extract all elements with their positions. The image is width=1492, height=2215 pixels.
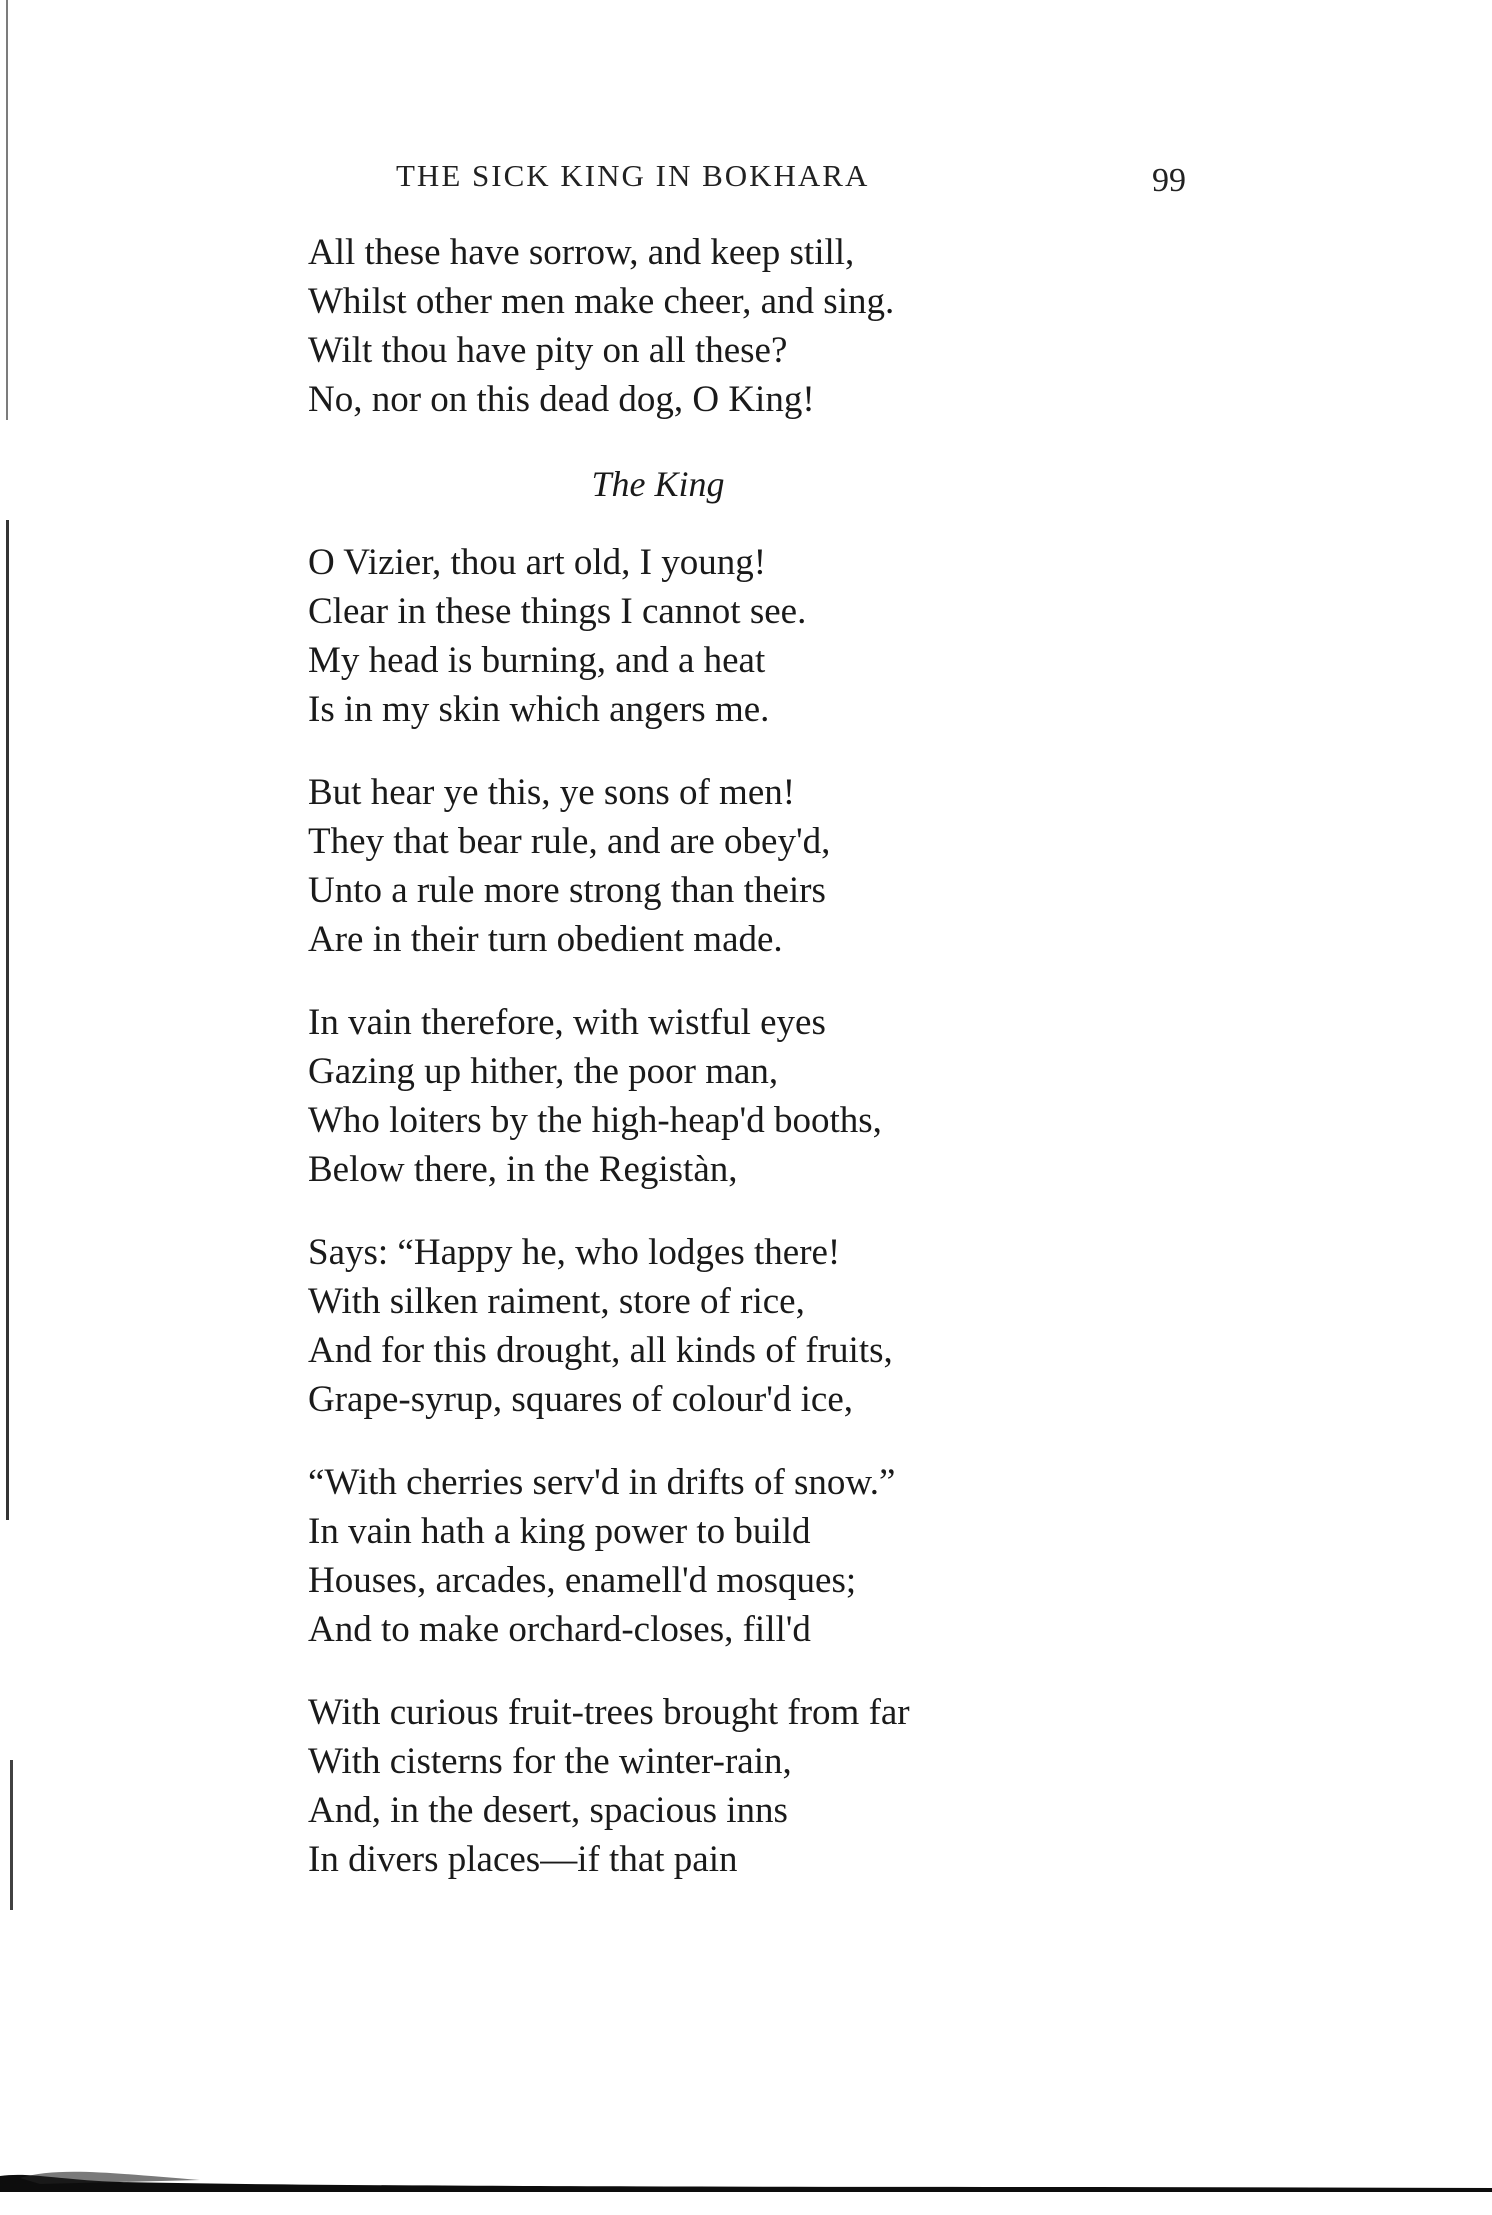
running-title: THE SICK KING IN BOKHARA bbox=[396, 158, 870, 193]
speaker-heading: The King bbox=[591, 464, 725, 504]
poem-line: Clear in these things I cannot see. bbox=[308, 591, 807, 632]
poem-line: All these have sorrow, and keep still, bbox=[308, 232, 855, 273]
poem-body bbox=[308, 228, 1308, 1918]
poem-line: Houses, arcades, enamell'd mosques; bbox=[308, 1560, 857, 1601]
poem-line: With cisterns for the winter-rain, bbox=[308, 1741, 792, 1782]
stanza bbox=[308, 1688, 1308, 1884]
poem-line: Below there, in the Registàn, bbox=[308, 1149, 738, 1190]
stanza bbox=[308, 1228, 1308, 1424]
stanza bbox=[308, 998, 1308, 1194]
poem-line: But hear ye this, ye sons of men! bbox=[308, 772, 796, 813]
poem-line: Are in their turn obedient made. bbox=[308, 919, 783, 960]
poem-line: Wilt thou have pity on all these? bbox=[308, 330, 788, 371]
page-bottom-edge bbox=[0, 2170, 1492, 2192]
poem-line: No, nor on this dead dog, O King! bbox=[308, 379, 815, 420]
page-number: 99 bbox=[1152, 162, 1186, 199]
stanza bbox=[308, 768, 1308, 964]
poem-line: In vain hath a king power to build bbox=[308, 1511, 811, 1552]
stanza bbox=[308, 538, 1308, 734]
poem-line: And to make orchard-closes, fill'd bbox=[308, 1609, 811, 1650]
poem-line: They that bear rule, and are obey'd, bbox=[308, 821, 831, 862]
binding-edge-middle bbox=[6, 520, 9, 1520]
poem-line: Gazing up hither, the poor man, bbox=[308, 1051, 779, 1092]
poem-line: Whilst other men make cheer, and sing. bbox=[308, 281, 895, 322]
stanza bbox=[308, 228, 1308, 424]
poem-line: Says: “Happy he, who lodges there! bbox=[308, 1232, 841, 1273]
poem-line: Who loiters by the high-heap'd booths, bbox=[308, 1100, 882, 1141]
poem-line: Unto a rule more strong than theirs bbox=[308, 870, 826, 911]
poem-line: Is in my skin which angers me. bbox=[308, 689, 770, 730]
poem-line: With curious fruit-trees brought from far bbox=[308, 1692, 910, 1733]
poem-line: “With cherries serv'd in drifts of snow.” bbox=[308, 1462, 896, 1503]
poem-line: O Vizier, thou art old, I young! bbox=[308, 542, 767, 583]
poem-line: Grape-syrup, squares of colour'd ice, bbox=[308, 1379, 854, 1420]
binding-edge-lower bbox=[10, 1760, 13, 1910]
poem-line: And, in the desert, spacious inns bbox=[308, 1790, 788, 1831]
poem-line: And for this drought, all kinds of fruits, bbox=[308, 1330, 893, 1371]
binding-edge-upper bbox=[6, 0, 8, 420]
poem-line: With silken raiment, store of rice, bbox=[308, 1281, 805, 1322]
poem-line: My head is burning, and a heat bbox=[308, 640, 766, 681]
poem-line: In vain therefore, with wistful eyes bbox=[308, 1002, 826, 1043]
stanza bbox=[308, 1458, 1308, 1654]
poem-line: In divers places—if that pain bbox=[308, 1839, 738, 1880]
